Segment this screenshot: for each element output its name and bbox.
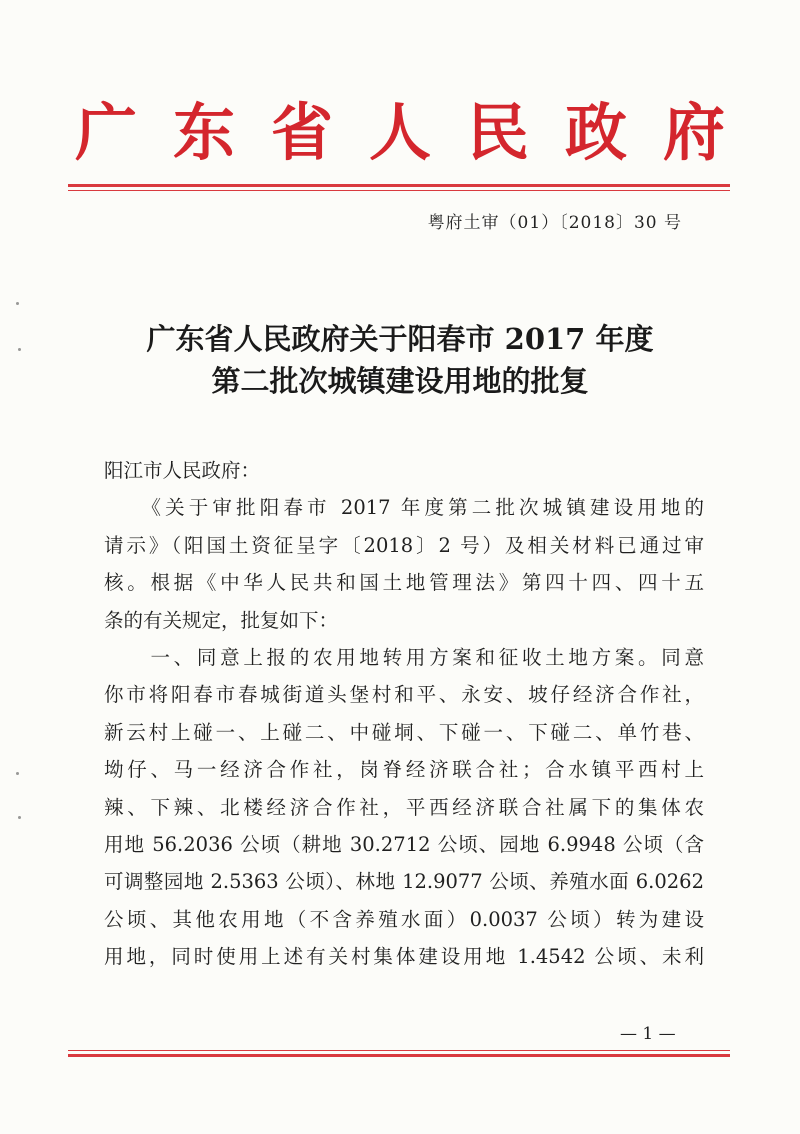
document-title-line: 第二批次城镇建设用地的批复 [211, 364, 589, 398]
issuer-char: 省 [270, 96, 333, 169]
scan-speck [18, 816, 21, 819]
issuer-char: 广 [74, 96, 137, 169]
body-line: 你市将阳春市春城街道头堡村和平、永安、坡仔经济合作社， [104, 683, 704, 707]
header-divider-thin [68, 190, 730, 191]
issuer-char: 政 [564, 96, 627, 169]
scan-speck [18, 348, 21, 351]
body-line: 公顷、其他农用地（不含养殖水面）0.0037 公顷）转为建设 [104, 907, 704, 931]
issuer-char: 民 [466, 96, 529, 169]
body-line: 辣、下辣、北楼经济合作社，平西经济联合社属下的集体农 [104, 795, 704, 819]
document-number: 粤府土审（01）〔2018〕30 号 [427, 213, 682, 233]
footer-divider-thin [68, 1050, 730, 1051]
document-body [104, 452, 704, 975]
scan-speck [16, 772, 19, 775]
issuer-char: 人 [368, 96, 431, 169]
body-line: 用地，同时使用上述有关村集体建设用地 1.4542 公顷、未利 [104, 945, 704, 969]
body-line: 一、同意上报的农用地转用方案和征收土地方案。同意 [104, 645, 704, 669]
document-title-line: 广东省人民政府关于阳春市 2017 年度 [146, 322, 654, 356]
body-line: 新云村上碰一、上碰二、中碰垌、下碰一、下碰二、单竹巷、 [104, 720, 704, 744]
body-line: 可调整园地 2.5363 公顷）、林地 12.9077 公顷、养殖水面 6.0262 [104, 870, 704, 894]
body-line: 用地 56.2036 公顷（耕地 30.2712 公顷、园地 6.9948 公顷（含 [104, 832, 704, 856]
scan-speck [16, 302, 19, 305]
document-title [100, 318, 700, 402]
header-divider-thick [68, 184, 730, 187]
body-line: 请示》（阳国土资征呈字〔2018〕2 号）及相关材料已通过审 [104, 533, 704, 557]
body-line: 阳江市人民政府： [104, 459, 261, 482]
body-line: 《关于审批阳春市 2017 年度第二批次城镇建设用地的 [104, 496, 704, 520]
page-number: — 1 — [620, 1024, 676, 1044]
issuer-header [70, 98, 730, 168]
issuer-char: 东 [172, 96, 235, 169]
issuer-char: 府 [662, 96, 725, 169]
body-line: 坳仔、马一经济合作社，岗脊经济联合社；合水镇平西村上 [104, 758, 704, 782]
body-line: 核。根据《中华人民共和国土地管理法》第四十四、四十五 [104, 571, 704, 595]
body-line: 条的有关规定，批复如下： [104, 608, 339, 632]
footer-divider-thick [68, 1054, 730, 1057]
